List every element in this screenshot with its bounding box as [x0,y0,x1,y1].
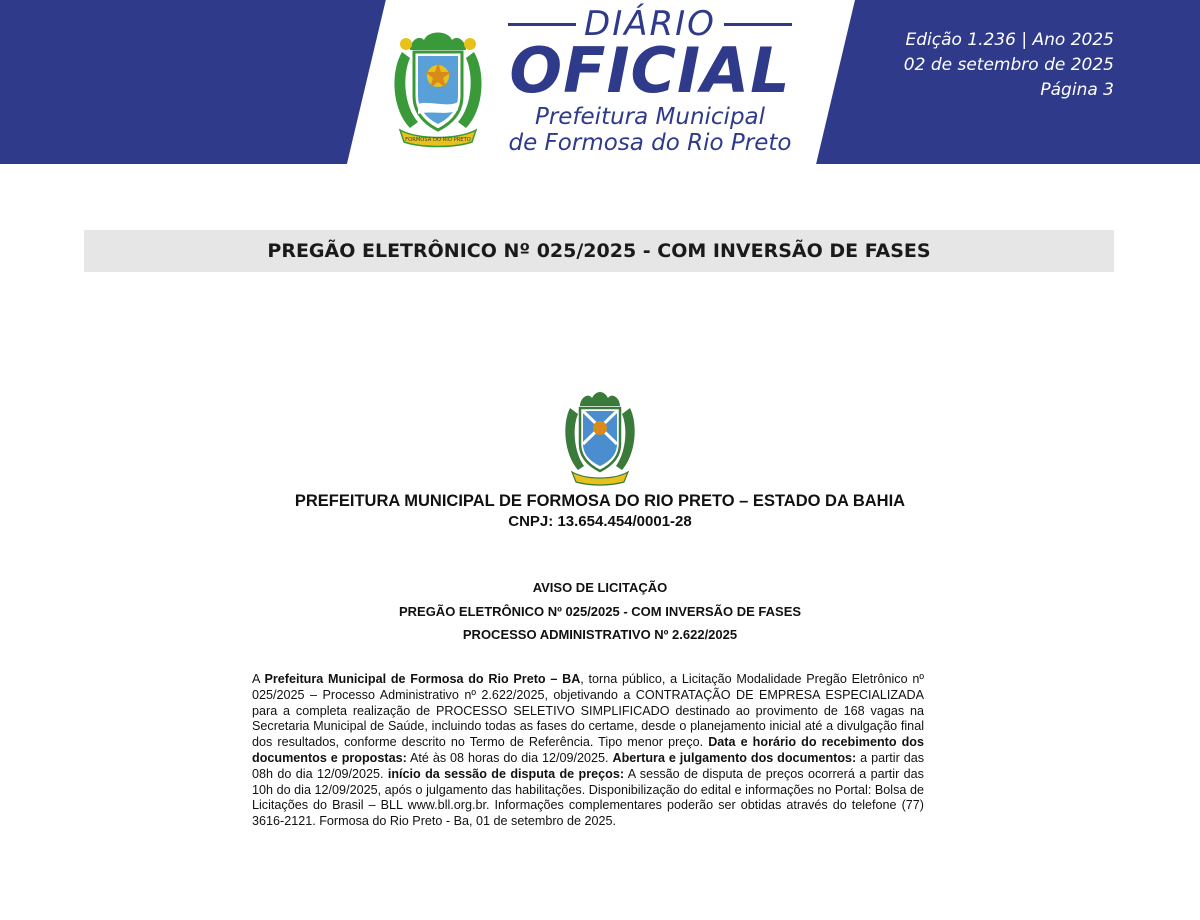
notice-heading [250,576,950,647]
edition-number: Edição 1.236 | Ano 2025 [905,30,1114,50]
section-title-bar [84,230,1114,272]
document-cnpj: CNPJ: 13.654.454/0001-28 [508,513,692,530]
masthead-rule-left [508,23,576,26]
masthead-diario: DIÁRIO [584,4,716,44]
notice-pregao: PREGÃO ELETRÔNICO Nº 025/2025 - COM INVERSÃO DE FASES [398,603,802,619]
edition-date: 02 de setembro de 2025 [903,55,1114,75]
crest-ribbon-text: FORMOSA DO RIO PRETO [405,137,471,143]
notice-body: A Prefeitura Municipal de Formosa do Rio Preto – BA, torna público, a Licitação Modalidade Pregão Eletrônico nº 025/2025 – Processo Administrativo nº 2.622/2025, objetivando a CONTRATAÇÃO DE EMPRESA ESPECIALIZADA para a completa realização de PROCESSO SELETIVO SIMPLIFICADO destinado ao provimento de 168 vagas na Secretaria Municipal de Saúde, incluindo todas as fases do certame, desde o planejamento inicial até a divulgação final dos resultados, conforme descrito no Termo de Referência. Tipo menor preço. Data e horário do recebimento dos documentos e propostas: Até às 08 horas do dia 12/09/2025. Abertura e julgamento dos documentos: a partir das 08h do dia 12/09/2025. início da sessão de disputa de preços: A sessão de disputa de preços ocorrerá a partir das 10h do dia 12/09/2025, após o julgamento das habilitações. Disponibilização do edital e informações no Portal: Bolsa de Licitações do Brasil – BLL www.bll.org.br. Informações complementares poderão ser obtidas através do telefone (77) 3616-2121. Formosa do Rio Preto - Ba, 01 de setembro de 2025. [252,672,925,829]
label-sessao: início da sessão de disputa de preços: [387,766,625,781]
section-title: PREGÃO ELETRÔNICO Nº 025/2025 - COM INVERSÃO DE FASES [267,240,931,262]
masthead-prefeitura: Prefeitura Municipal [534,104,766,130]
edition-info [904,28,1114,103]
document-header [200,490,1000,532]
masthead-municipality: de Formosa do Rio Preto [508,130,792,156]
masthead-oficial: OFICIAL [509,34,791,107]
notice-processo: PROCESSO ADMINISTRATIVO Nº 2.622/2025 [462,627,738,642]
label-abertura: Abertura e julgamento dos documentos: [612,750,857,765]
municipal-crest-logo [388,22,488,148]
masthead [500,4,800,156]
document-crest-logo [562,388,638,486]
notice-title: AVISO DE LICITAÇÃO [532,580,668,595]
body-org-name: Prefeitura Municipal de Formosa do Rio Preto – BA [264,672,581,686]
header-banner-left [0,0,400,164]
label-recebimento: Data e horário do recebimento dos documentos e propostas: [252,735,925,765]
page-number: Página 3 [1040,80,1114,100]
masthead-rule-right [724,23,792,26]
document-org: PREFEITURA MUNICIPAL DE FORMOSA DO RIO PRETO – ESTADO DA BAHIA [294,492,906,510]
